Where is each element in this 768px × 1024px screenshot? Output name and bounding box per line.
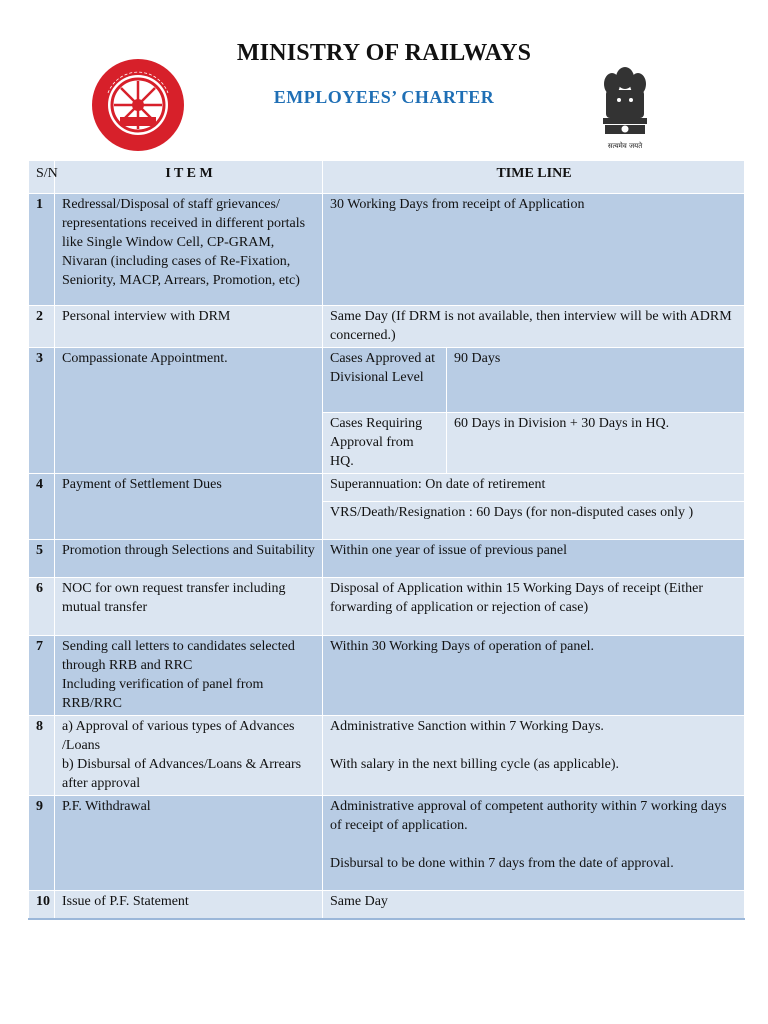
- row-timeline: 30 Working Days from receipt of Application: [323, 194, 745, 306]
- row-timeline: Within 30 Working Days of operation of panel.: [323, 636, 745, 716]
- table-row: [29, 796, 745, 891]
- charter-table: [28, 160, 745, 920]
- row-sn: 1: [29, 194, 55, 306]
- row-item: [55, 636, 323, 716]
- table-header-row: [29, 161, 745, 194]
- table-row: [29, 474, 745, 502]
- row-timeline: Same Day (If DRM is not available, then interview will be with ADRM concerned.): [323, 306, 745, 348]
- emblem-motto: सत्यमेव जयते: [607, 142, 643, 150]
- row-sn: 4: [29, 474, 55, 540]
- row-item: Redressal/Disposal of staff grievances/ representations received in different portals like Single Window Cell, CP-GRAM, Nivaran (including cases of Re-Fixation, Seniority, MACP, Arrears, Promotion, etc): [55, 194, 323, 306]
- row-sn: 2: [29, 306, 55, 348]
- row-item: Personal interview with DRM: [55, 306, 323, 348]
- table-row: [29, 540, 745, 578]
- row-item: Issue of P.F. Statement: [55, 891, 323, 919]
- table-row: [29, 578, 745, 636]
- page-subtitle: EMPLOYEES’ CHARTER: [273, 87, 495, 107]
- timeline-line: Administrative Sanction within 7 Working Days.: [330, 719, 604, 734]
- table-row: [29, 348, 745, 413]
- row-timeline: Same Day: [323, 891, 745, 919]
- row-subtime: Superannuation: On date of retirement: [323, 474, 745, 502]
- row-subtime: 60 Days in Division + 30 Days in HQ.: [447, 413, 745, 474]
- row-subcase: Cases Approved at Divisional Level: [323, 348, 447, 413]
- row-sn: 3: [29, 348, 55, 474]
- item-line: Including verification of panel from RRB/RRC: [62, 677, 264, 711]
- row-item: Compassionate Appointment.: [55, 348, 323, 474]
- item-line: a) Approval of various types of Advances /Loans: [62, 719, 295, 753]
- row-sn: 6: [29, 578, 55, 636]
- col-header-sn: S/N: [29, 161, 55, 194]
- row-sn: 10: [29, 891, 55, 919]
- row-item: [55, 716, 323, 796]
- timeline-line: With salary in the next billing cycle (as applicable).: [330, 757, 620, 772]
- col-header-timeline: TIME LINE: [323, 161, 745, 194]
- row-timeline: Within one year of issue of previous panel: [323, 540, 745, 578]
- national-emblem-logo: [595, 62, 655, 154]
- table-row: [29, 716, 745, 796]
- table-row: [29, 636, 745, 716]
- row-sn: 9: [29, 796, 55, 891]
- row-item: Payment of Settlement Dues: [55, 474, 323, 540]
- row-subtime: 90 Days: [447, 348, 745, 413]
- row-item: NOC for own request transfer including mutual transfer: [55, 578, 323, 636]
- row-timeline: [323, 716, 745, 796]
- row-item: P.F. Withdrawal: [55, 796, 323, 891]
- row-sn: 5: [29, 540, 55, 578]
- timeline-line: Administrative approval of competent authority within 7 working days of receipt of application.: [330, 799, 727, 833]
- table-row: [29, 194, 745, 306]
- col-header-item: I T E M: [55, 161, 323, 194]
- row-subcase: Cases Requiring Approval from HQ.: [323, 413, 447, 474]
- row-timeline: [323, 796, 745, 891]
- page-title: MINISTRY OF RAILWAYS: [236, 40, 532, 66]
- indian-railways-logo: [90, 57, 186, 153]
- row-sn: 7: [29, 636, 55, 716]
- row-subtime: VRS/Death/Resignation : 60 Days (for non-disputed cases only ): [323, 502, 745, 540]
- row-item: Promotion through Selections and Suitability: [55, 540, 323, 578]
- table-row: [29, 306, 745, 348]
- row-timeline: Disposal of Application within 15 Working Days of receipt (Either forwarding of application or rejection of case): [323, 578, 745, 636]
- timeline-line: Disbursal to be done within 7 days from the date of approval.: [330, 856, 674, 871]
- item-line: Sending call letters to candidates selected through RRB and RRC: [62, 639, 295, 673]
- row-sn: 8: [29, 716, 55, 796]
- table-row: [29, 891, 745, 919]
- item-line: b) Disbursal of Advances/Loans & Arrears after approval: [62, 757, 302, 791]
